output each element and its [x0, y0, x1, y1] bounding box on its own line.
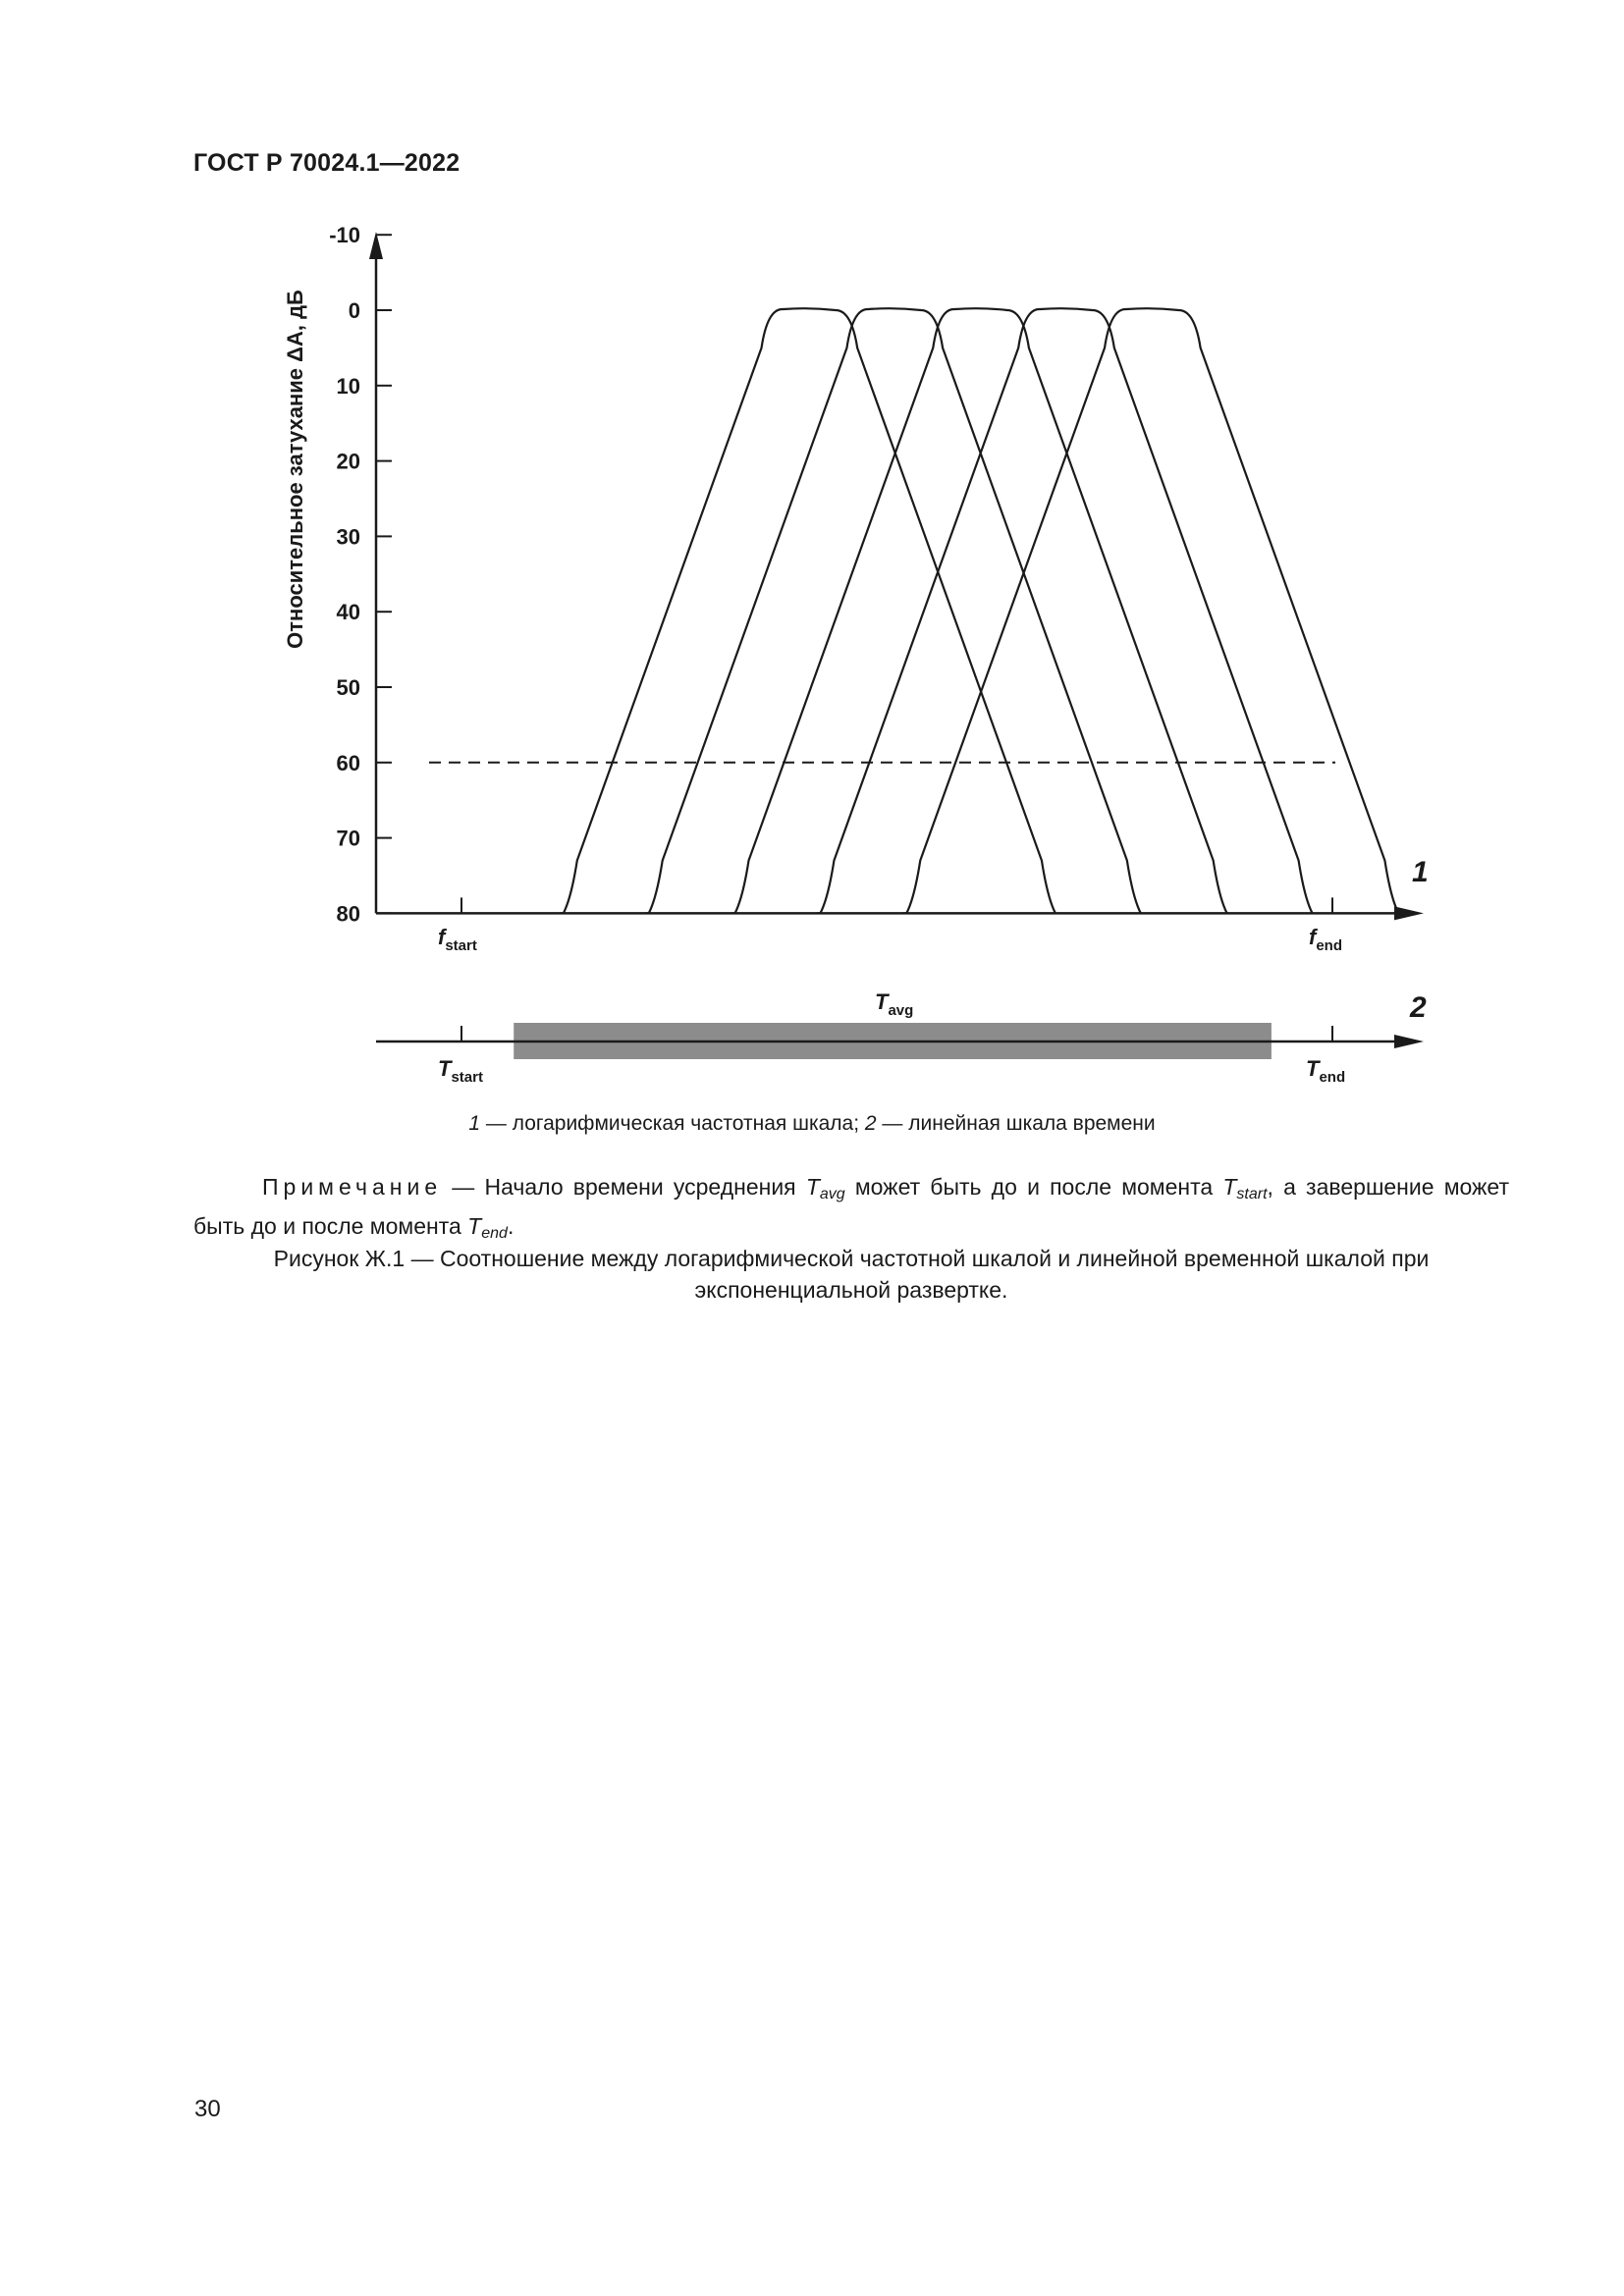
time-axis: [376, 989, 1427, 1086]
note-tend: T: [467, 1213, 482, 1239]
y-tick-label: 20: [336, 449, 360, 474]
frequency-axis-arrow-icon: [1394, 906, 1424, 920]
note-text-3: , а завершение может быть до и после момента: [193, 1174, 1509, 1239]
tavg-label-symbol: T: [875, 989, 889, 1014]
note-tavg-sub: avg: [819, 1186, 845, 1202]
y-axis: [283, 223, 392, 926]
figure-caption: Рисунок Ж.1 — Соотношение между логарифмической частотной шкалой и линейной временной шкалой при экспоненциальной развертке.: [273, 1246, 1430, 1303]
y-tick-label: -10: [329, 223, 360, 248]
time-axis-arrow-icon: [1394, 1035, 1424, 1048]
tavg-label: [875, 989, 913, 1019]
filter-curves: [429, 308, 1398, 913]
tavg-label-subscript: avg: [888, 1002, 914, 1019]
note-tstart-sub: start: [1236, 1186, 1268, 1202]
tstart-label-subscript: start: [451, 1069, 483, 1086]
y-tick-label: 70: [336, 826, 360, 851]
legend-number-1: 1: [468, 1112, 481, 1135]
tend-label-symbol: T: [1306, 1056, 1320, 1081]
y-tick-label: 40: [336, 600, 360, 625]
note-text-1: — Начало времени усреднения: [442, 1174, 806, 1200]
page-number: 30: [194, 2096, 221, 2122]
fend-label: [1309, 925, 1342, 954]
tend-label: [1306, 1056, 1345, 1086]
figure-legend: [0, 1112, 1624, 1136]
y-tick-label: 60: [336, 750, 360, 775]
y-tick-label: 80: [336, 901, 360, 927]
filter-curve: [560, 308, 1056, 913]
note-text-2: может быть до и после момента: [844, 1174, 1223, 1200]
y-tick-label: 0: [348, 298, 360, 323]
legend-text-2: — линейная шкала времени: [876, 1112, 1156, 1135]
y-axis-label: Относительное затухание ΔA, дБ: [283, 290, 307, 649]
fend-label-subscript: end: [1316, 937, 1342, 954]
y-tick-label: 30: [336, 524, 360, 550]
frequency-axis-number: 1: [1412, 856, 1429, 888]
y-tick-label: 50: [336, 675, 360, 700]
tstart-label: [438, 1056, 483, 1086]
filter-curve: [902, 308, 1398, 913]
frequency-axis: [376, 856, 1429, 954]
note-tstart: T: [1222, 1174, 1237, 1200]
document-header: ГОСТ Р 70024.1—2022: [193, 149, 460, 177]
time-axis-number: 2: [1410, 991, 1427, 1024]
filter-curve: [816, 308, 1312, 913]
note-label: Примечание: [262, 1174, 443, 1200]
legend-number-2: 2: [864, 1112, 877, 1135]
legend-text-1: — логарифмическая частотная шкала;: [480, 1112, 865, 1135]
filter-curve: [731, 308, 1227, 913]
filter-curve: [645, 308, 1141, 913]
fstart-label: [438, 925, 477, 954]
tstart-label-symbol: T: [438, 1056, 452, 1081]
fstart-label-subscript: start: [445, 937, 477, 954]
fend-label-symbol: f: [1309, 925, 1317, 949]
note-text-4: .: [507, 1213, 514, 1239]
frequency-time-figure: [0, 0, 1624, 1129]
note-paragraph: [193, 1171, 1509, 1250]
note-tavg: T: [805, 1174, 820, 1200]
note-tend-sub: end: [481, 1225, 508, 1242]
tend-label-subscript: end: [1319, 1069, 1346, 1086]
fstart-label-symbol: f: [438, 925, 446, 949]
y-tick-label: 10: [336, 373, 360, 399]
